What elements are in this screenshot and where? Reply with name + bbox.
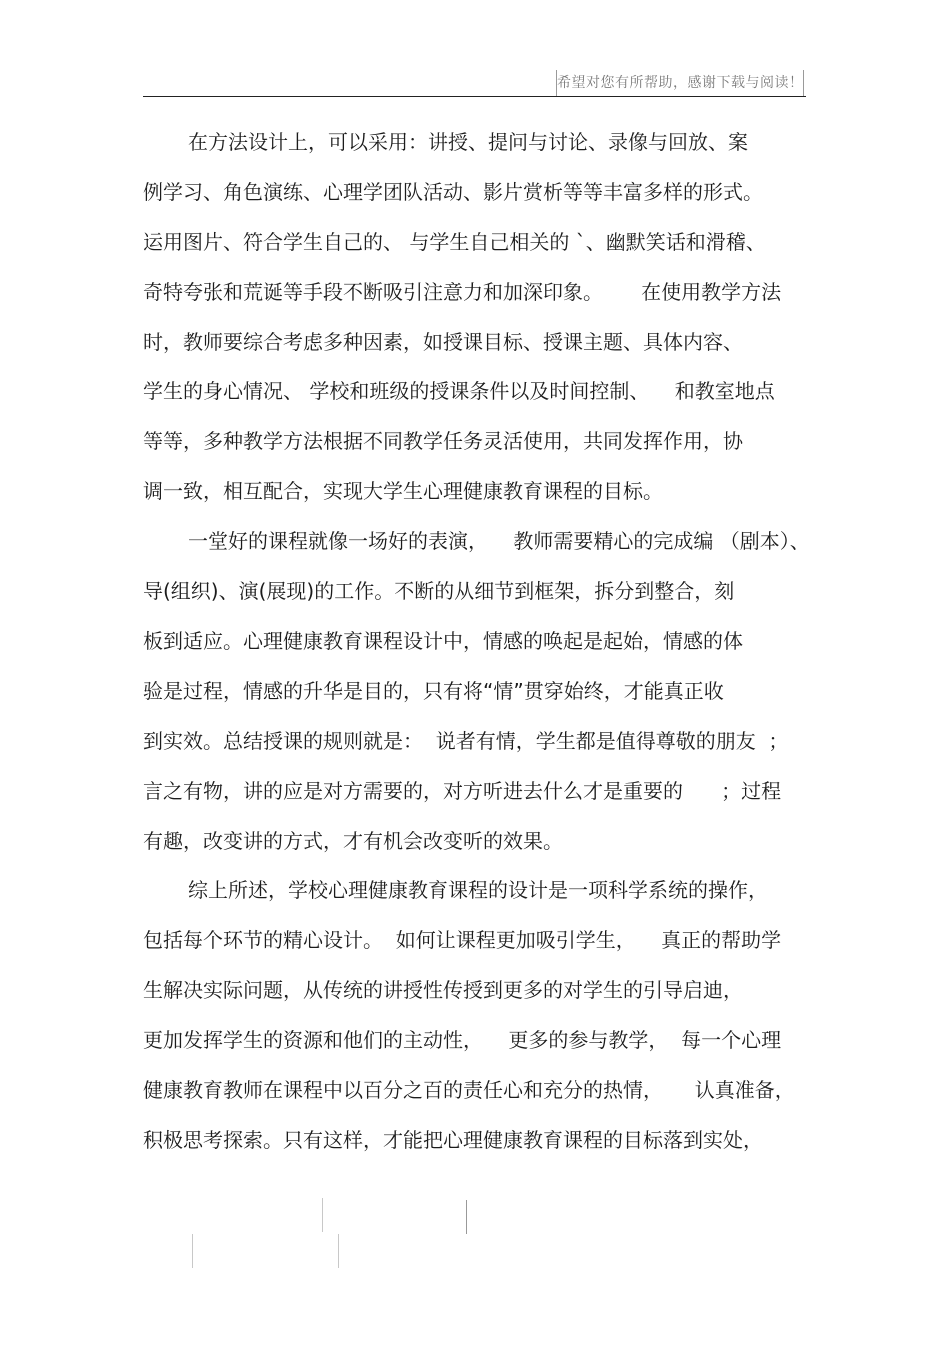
header-note: 希望对您有所帮助，感谢下载与阅读！ bbox=[556, 70, 804, 96]
paragraph-2-line-7: 有趣，改变讲的方式，才有机会改变听的效果。 bbox=[143, 829, 563, 853]
paragraph-1-line-6: 学生的身心情况、 学校和班级的授课条件以及时间控制、 和教室地点 bbox=[143, 379, 775, 403]
paragraph-3-line-2: 包括每个环节的精心设计。 如何让课程更加吸引学生， 真正的帮助学 bbox=[143, 928, 782, 952]
paragraph-3-line-1: 综上所述，学校心理健康教育课程的设计是一项科学系统的操作， bbox=[188, 878, 768, 902]
paragraph-2-line-2: 导(组织)、演(展现)的工作。不断的从细节到框架，拆分到整合，刻 bbox=[143, 579, 735, 603]
paragraph-3-line-5: 健康教育教师在课程中以百分之百的责任心和充分的热情， 认真准备， bbox=[143, 1078, 795, 1102]
paragraph-1-line-3: 运用图片、符合学生自己的、 与学生自己相关的 `、幽默笑话和滑稽、 bbox=[143, 230, 766, 254]
header-divider bbox=[143, 96, 806, 97]
scan-mark bbox=[338, 1234, 339, 1268]
scan-mark bbox=[322, 1198, 323, 1232]
paragraph-2-line-6: 言之有物，讲的应是对方需要的，对方听进去什么才是重要的 ；过程 bbox=[143, 779, 782, 803]
paragraph-1-line-1: 在方法设计上，可以采用：讲授、提问与讨论、录像与回放、案 bbox=[188, 130, 748, 154]
paragraph-2-line-3: 板到适应。心理健康教育课程设计中，情感的唤起是起始，情感的体 bbox=[143, 629, 743, 653]
paragraph-1-line-5: 时，教师要综合考虑多种因素，如授课目标、授课主题、具体内容、 bbox=[143, 330, 743, 354]
paragraph-1-line-7: 等等，多种教学方法根据不同教学任务灵活使用，共同发挥作用，协 bbox=[143, 429, 743, 453]
paragraph-2-line-4: 验是过程，情感的升华是目的，只有将“情”贯穿始终，才能真正收 bbox=[143, 679, 724, 703]
scan-mark bbox=[466, 1200, 467, 1234]
paragraph-2-line-5: 到实效。总结授课的规则就是： 说者有情，学生都是值得尊敬的朋友 ； bbox=[143, 729, 789, 753]
paragraph-3-line-3: 生解决实际问题，从传统的讲授性传授到更多的对学生的引导启迪， bbox=[143, 978, 743, 1002]
paragraph-3-line-4: 更加发挥学生的资源和他们的主动性， 更多的参与教学， 每一个心理 bbox=[143, 1028, 782, 1052]
paragraph-2-line-1: 一堂好的课程就像一场好的表演， 教师需要精心的完成编 （剧本）、 bbox=[188, 529, 810, 553]
paragraph-1-line-4: 奇特夸张和荒诞等手段不断吸引注意力和加深印象。 在使用教学方法 bbox=[143, 280, 782, 304]
scan-mark bbox=[192, 1234, 193, 1268]
paragraph-1-line-2: 例学习、角色演练、心理学团队活动、影片赏析等等丰富多样的形式。 bbox=[143, 180, 763, 204]
paragraph-1-line-8: 调一致，相互配合，实现大学生心理健康教育课程的目标。 bbox=[143, 479, 663, 503]
paragraph-3-line-6: 积极思考探索。只有这样，才能把心理健康教育课程的目标落到实处， bbox=[143, 1128, 763, 1152]
